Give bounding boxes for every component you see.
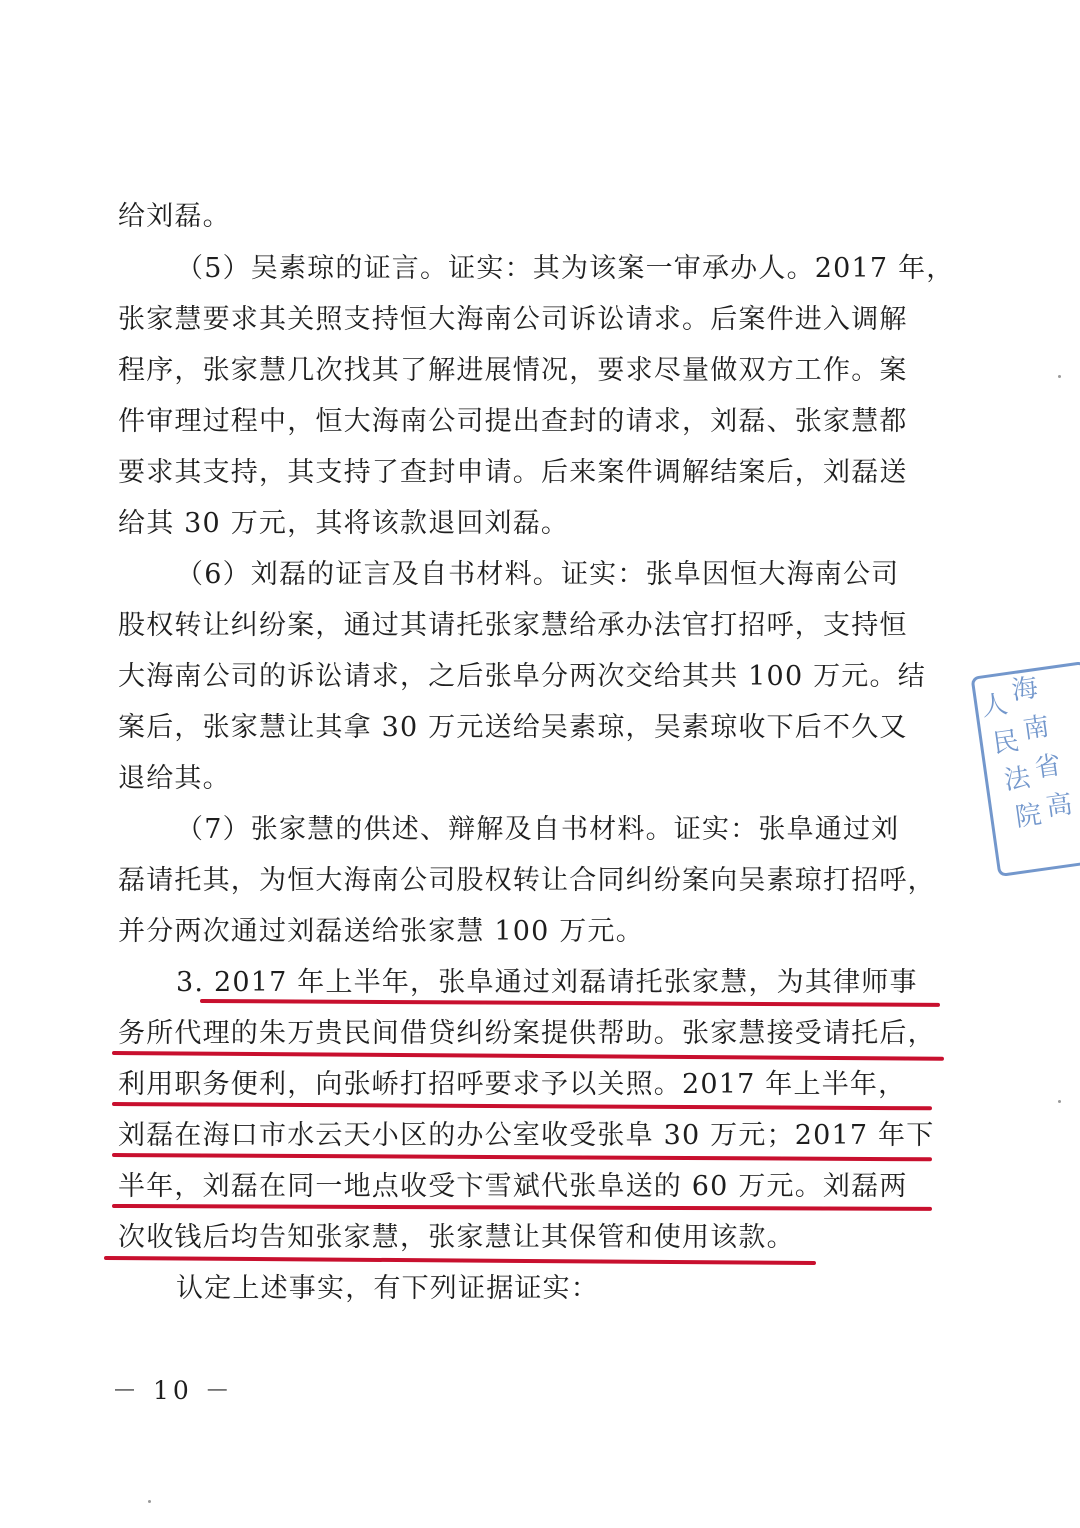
scan-speck — [1058, 375, 1061, 378]
red-underline — [200, 999, 940, 1007]
red-underline — [104, 1256, 816, 1265]
scan-speck — [1058, 1100, 1061, 1103]
text-line-17: 务所代理的朱万贵民间借贷纠纷案提供帮助。张家慧接受请托后， — [118, 1018, 936, 1049]
red-underline — [112, 1051, 944, 1061]
scan-speck — [148, 1500, 151, 1503]
seal-character: 海 — [1009, 672, 1040, 707]
red-underline — [112, 1204, 932, 1211]
text-line-22: 认定上述事实，有下列证据证实： — [176, 1273, 599, 1304]
page-number: － 10 － — [112, 1376, 234, 1405]
text-line-21: 次收钱后均告知张家慧，张家慧让其保管和使用该款。 — [118, 1222, 795, 1253]
seal-character: 省 — [1032, 750, 1063, 784]
text-line-10: 大海南公司的诉讼请求，之后张阜分两次交给其共 100 万元。结 — [118, 661, 926, 692]
seal-character: 法 — [1002, 762, 1033, 797]
text-line-13: （7）张家慧的供述、辩解及自书材料。证实：张阜通过刘 — [176, 814, 900, 845]
text-line-8: （6）刘磊的证言及自书材料。证实：张阜因恒大海南公司 — [176, 559, 900, 590]
seal-character: 高 — [1044, 789, 1075, 823]
seal-character: 南 — [1021, 711, 1052, 746]
red-underline — [112, 1153, 932, 1161]
text-line-15: 并分两次通过刘磊送给张家慧 100 万元。 — [118, 916, 644, 947]
text-line-6: 要求其支持，其支持了查封申请。后来案件调解结案后，刘磊送 — [118, 457, 908, 488]
seal-character: 院 — [1013, 799, 1044, 834]
seal-character: 人 — [979, 689, 1010, 723]
text-line-7: 给其 30 万元，其将该款退回刘磊。 — [118, 508, 570, 539]
text-line-12: 退给其。 — [118, 763, 231, 794]
text-line-20: 半年，刘磊在同一地点收受卞雪斌代张阜送的 60 万元。刘磊两 — [118, 1171, 908, 1202]
text-line-4: 程序，张家慧几次找其了解进展情况，要求尽量做双方工作。案 — [118, 355, 908, 386]
seal-character: 民 — [991, 726, 1021, 760]
text-line-2: （5）吴素琼的证言。证实：其为该案一审承办人。2017 年， — [176, 253, 955, 284]
text-line-1: 给刘磊。 — [118, 201, 231, 232]
text-line-19: 刘磊在海口市水云天小区的办公室收受张阜 30 万元；2017 年下 — [118, 1120, 935, 1151]
text-line-5: 件审理过程中，恒大海南公司提出查封的请求，刘磊、张家慧都 — [118, 406, 908, 437]
red-underline — [112, 1102, 932, 1110]
text-line-16: 3. 2017 年上半年，张阜通过刘磊请托张家慧，为其律师事 — [176, 967, 918, 998]
official-seal-stamp — [971, 661, 1080, 877]
text-line-9: 股权转让纠纷案，通过其请托张家慧给承办法官打招呼，支持恒 — [118, 610, 908, 641]
text-line-18: 利用职务便利，向张峤打招呼要求予以关照。2017 年上半年， — [118, 1069, 907, 1100]
text-line-11: 案后，张家慧让其拿 30 万元送给吴素琼，吴素琼收下后不久又 — [118, 712, 908, 743]
text-line-14: 磊请托其，为恒大海南公司股权转让合同纠纷案向吴素琼打招呼， — [118, 865, 936, 896]
text-line-3: 张家慧要求其关照支持恒大海南公司诉讼请求。后案件进入调解 — [118, 304, 908, 335]
